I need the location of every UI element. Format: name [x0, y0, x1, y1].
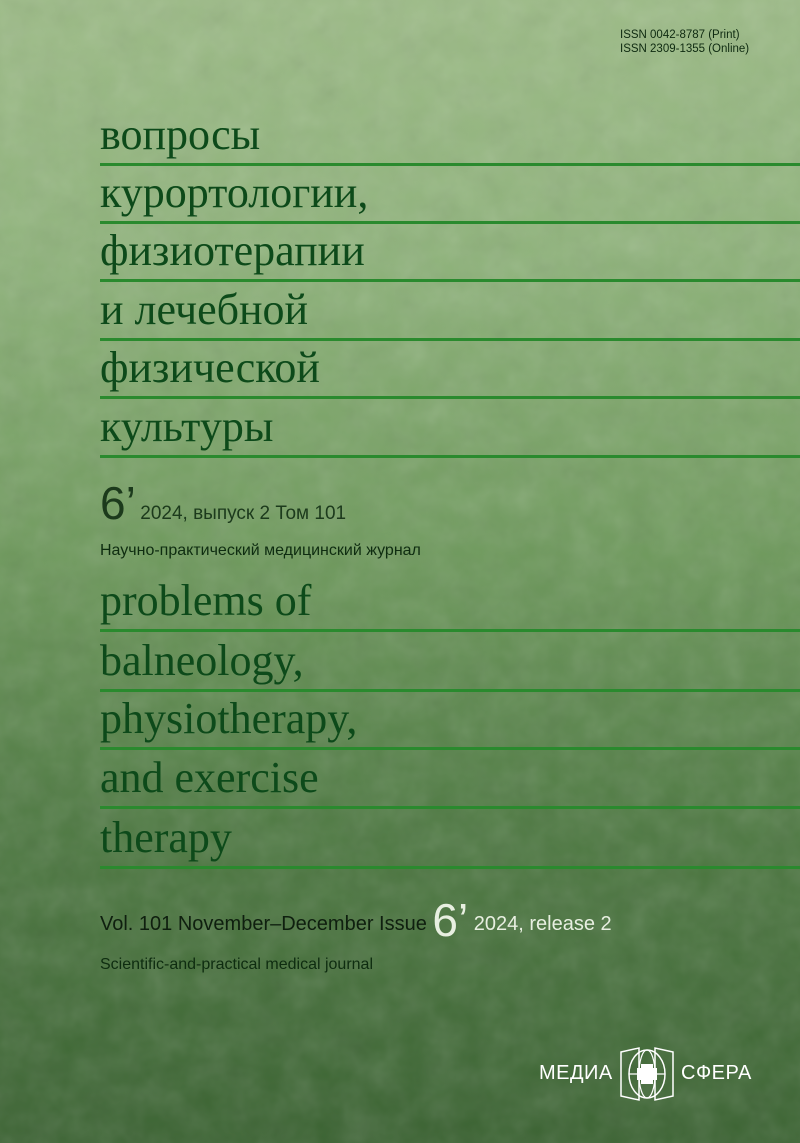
issue-ru-text: 2024, выпуск 2 Том 101	[140, 503, 347, 524]
title-ru-line-2: курортологии,	[100, 164, 800, 224]
title-en-line-5: therapy	[100, 809, 800, 869]
title-en-line-4: and exercise	[100, 749, 800, 809]
publisher-logo-left: МЕДИА	[539, 1062, 613, 1084]
issn-print: ISSN 0042-8787 (Print)	[620, 29, 740, 41]
title-ru-line-5: физической	[100, 339, 800, 399]
issue-en-number: 6’	[432, 894, 469, 946]
issn-online: ISSN 2309-1355 (Online)	[620, 43, 750, 55]
issue-ru-number: 6’	[100, 477, 136, 529]
title-en-line-2: balneology,	[100, 632, 800, 692]
publisher-logo-right: СФЕРА	[681, 1062, 752, 1084]
issue-en	[100, 887, 612, 946]
issue-ru	[100, 476, 346, 530]
issn-block	[620, 28, 749, 56]
title-ru-line-1: вопросы	[100, 106, 800, 166]
issue-en-vol: Vol. 101 November–December Issue	[100, 913, 427, 935]
issue-en-text: 2024, release 2	[473, 913, 612, 935]
title-ru-line-6: культуры	[100, 398, 800, 458]
subtitle-en: Scientific-and-practical medical journal	[100, 956, 374, 973]
globe-cross-icon	[619, 1044, 675, 1104]
title-ru-line-3: физиотерапии	[100, 222, 800, 282]
subtitle-ru: Научно-практический медицинский журнал	[100, 542, 421, 559]
title-en-line-1: problems of	[100, 572, 800, 632]
title-en-line-3: physiotherapy,	[100, 690, 800, 750]
title-ru-line-4: и лечебной	[100, 281, 800, 341]
publisher-logo	[539, 1044, 754, 1104]
